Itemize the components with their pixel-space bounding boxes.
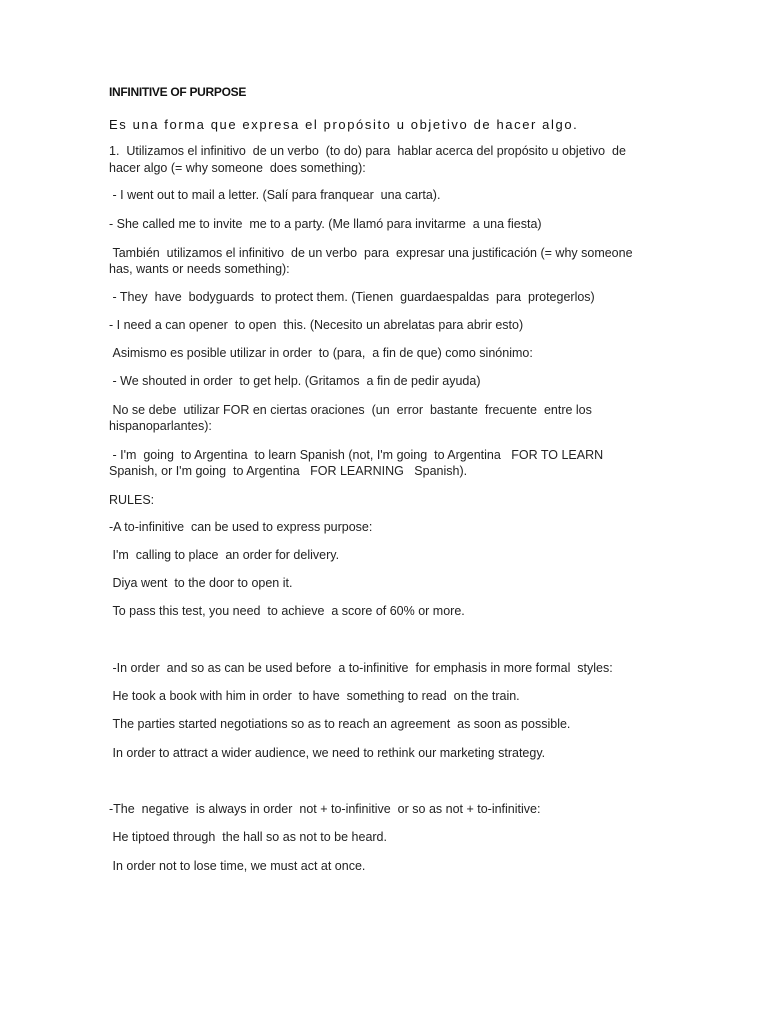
rule-1-example-2: Diya went to the door to open it. bbox=[109, 576, 293, 590]
example-5: - We shouted in order to get help. (Gritamos a fin de pedir ayuda) bbox=[109, 374, 481, 388]
rule-3-example-1: He tiptoed through the hall so as not to be heard. bbox=[109, 830, 387, 844]
rule-2-example-3: In order to attract a wider audience, we need to rethink our marketing strategy. bbox=[109, 746, 546, 760]
rule-2: -In order and so as can be used before a to-infinitive for emphasis in more formal styles: bbox=[109, 661, 613, 675]
paragraph-4-line-2: hispanoparlantes): bbox=[109, 419, 212, 433]
example-1: - I went out to mail a letter. (Salí para franquear una carta). bbox=[109, 188, 441, 202]
intro-paragraph: Es una forma que expresa el propósito u objetivo de hacer algo. bbox=[109, 117, 579, 132]
paragraph-3: Asimismo es posible utilizar in order to (para, a fin de que) como sinónimo: bbox=[109, 346, 533, 360]
rule-1-example-3: To pass this test, you need to achieve a score of 60% or more. bbox=[109, 604, 465, 618]
rule-2-example-2: The parties started negotiations so as to reach an agreement as soon as possible. bbox=[109, 717, 571, 731]
example-3: - They have bodyguards to protect them. (Tienen guardaespaldas para protegerlos) bbox=[109, 290, 595, 304]
paragraph-2-line-2: has, wants or needs something): bbox=[109, 262, 290, 276]
rule-3-example-2: In order not to lose time, we must act at once. bbox=[109, 859, 366, 873]
rule-1: -A to-infinitive can be used to express purpose: bbox=[109, 520, 373, 534]
paragraph-1-line-2: hacer algo (= why someone does something): bbox=[109, 161, 366, 175]
rule-1-example-1: I'm calling to place an order for delivery. bbox=[109, 548, 340, 562]
example-2: - She called me to invite me to a party. (Me llamó para invitarme a una fiesta) bbox=[109, 217, 542, 231]
document-title: INFINITIVE OF PURPOSE bbox=[109, 85, 247, 99]
paragraph-4-line-1: No se debe utilizar FOR en ciertas oraciones (un error bastante frecuente entre los bbox=[109, 403, 592, 417]
paragraph-2-line-1: También utilizamos el infinitivo de un verbo para expresar una justificación (= why someone bbox=[109, 246, 633, 260]
rules-heading: RULES: bbox=[109, 493, 155, 507]
rule-2-example-1: He took a book with him in order to have something to read on the train. bbox=[109, 689, 520, 703]
rule-3: -The negative is always in order not + to-infinitive or so as not + to-infinitive: bbox=[109, 802, 541, 816]
example-4: - I need a can opener to open this. (Necesito un abrelatas para abrir esto) bbox=[109, 318, 524, 332]
paragraph-1-line-1: 1. Utilizamos el infinitivo de un verbo (to do) para hablar acerca del propósito u objetivo de bbox=[109, 144, 626, 158]
example-6-line-2: Spanish, or I'm going to Argentina FOR LEARNING Spanish). bbox=[109, 464, 468, 478]
example-6-line-1: - I'm going to Argentina to learn Spanish (not, I'm going to Argentina FOR TO LEARN bbox=[109, 448, 604, 462]
